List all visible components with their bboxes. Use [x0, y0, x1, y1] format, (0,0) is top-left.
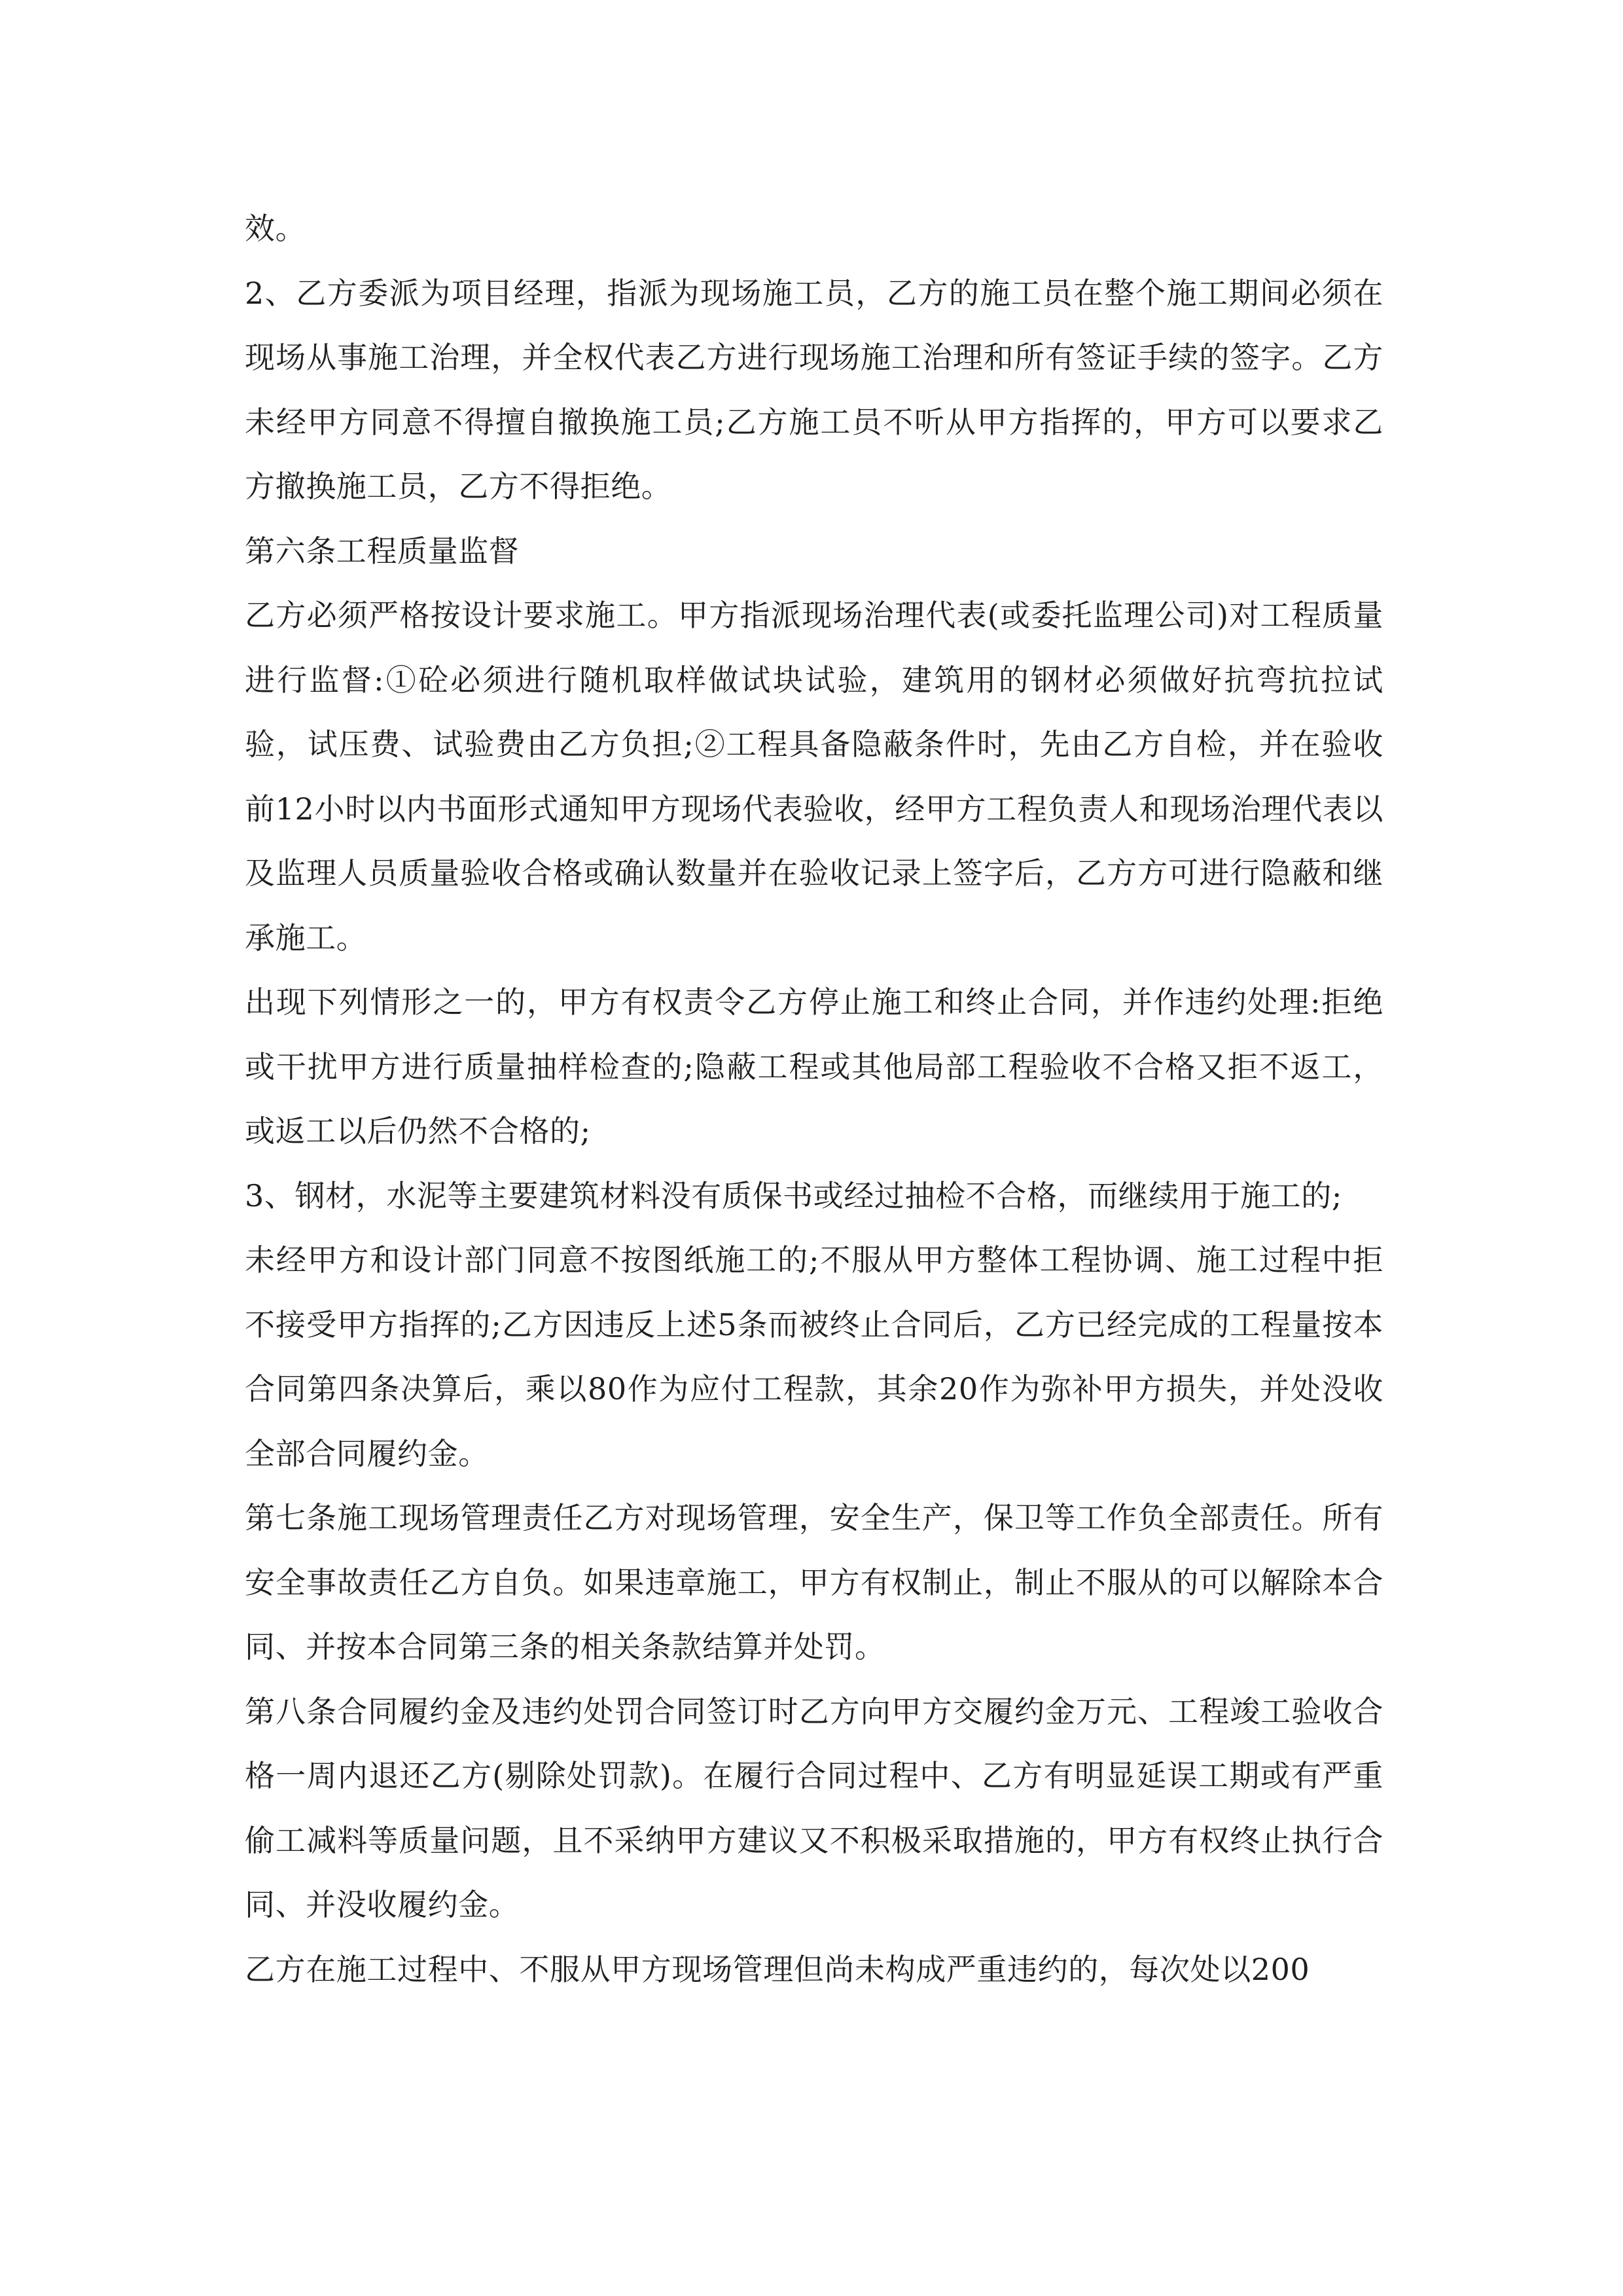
paragraph-article-8: 第八条合同履约金及违约处罚合同签订时乙方向甲方交履约金万元、工程竣工验收合格一周内退还乙方(剔除处罚款)。在履行合同过程中、乙方有明显延误工期或有严重偷工减料等质量问题，且不采纳甲方建议又不积极采取措施的，甲方有权终止执行合同、并没收履约金。	[245, 1693, 1383, 1922]
paragraph-termination-conditions: 出现下列情形之一的，甲方有权责令乙方停止施工和终止合同，并作违约处理:拒绝或干扰甲方进行质量抽样检查的;隐蔽工程或其他局部工程验收不合格又拒不返工，或返工以后仍然不合格的;	[245, 984, 1383, 1149]
paragraph-article-7: 第七条施工现场管理责任乙方对现场管理，安全生产，保卫等工作负全部责任。所有安全事故责任乙方自负。如果违章施工，甲方有权制止，制止不服从的可以解除本合同、并按本合同第三条的相关条款结算并处罚。	[245, 1500, 1383, 1664]
paragraph-item-2: 2、乙方委派为项目经理，指派为现场施工员，乙方的施工员在整个施工期间必须在现场从事施工治理，并全权代表乙方进行现场施工治理和所有签证手续的签字。乙方未经甲方同意不得擅自撤换施工员;乙方施工员不听从甲方指挥的，甲方可以要求乙方撤换施工员，乙方不得拒绝。	[245, 275, 1383, 504]
paragraph-quality-supervision: 乙方必须严格按设计要求施工。甲方指派现场治理代表(或委托监理公司)对工程质量进行监督:①砼必须进行随机取样做试块试验，建筑用的钢材必须做好抗弯抗拉试验，试压费、试验费由乙方负担;②工程具备隐蔽条件时，先由乙方自检，并在验收前12小时以内书面形式通知甲方现场代表验收，经甲方工程负责人和现场治理代表以及监理人员质量验收合格或确认数量并在验收记录上签字后，乙方方可进行隐蔽和继承施工。	[245, 598, 1383, 956]
paragraph-penalty: 乙方在施工过程中、不服从甲方现场管理但尚未构成严重违约的，每次处以200	[245, 1951, 1310, 1987]
document-body	[245, 196, 1383, 2001]
section-heading-article-6: 第六条工程质量监督	[245, 533, 520, 569]
paragraph-unauthorized-construction: 未经甲方和设计部门同意不按图纸施工的;不服从甲方整体工程协调、施工过程中拒不接受甲方指挥的;乙方因违反上述5条而被终止合同后，乙方已经完成的工程量按本合同第四条决算后，乘以80作为应付工程款，其余20作为弥补甲方损失，并处没收全部合同履约金。	[245, 1242, 1383, 1471]
paragraph-continuation: 效。	[245, 211, 306, 246]
paragraph-item-3: 3、钢材，水泥等主要建筑材料没有质保书或经过抽检不合格，而继续用于施工的;	[245, 1177, 1342, 1213]
